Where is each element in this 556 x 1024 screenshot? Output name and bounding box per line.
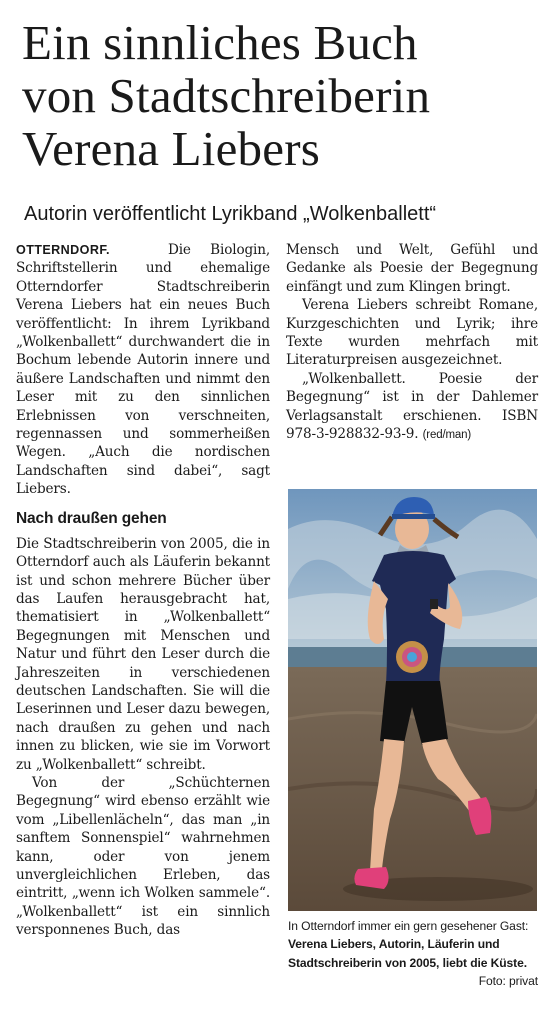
dateline: OTTERNDORF. bbox=[16, 243, 110, 257]
headline-line-3: Verena Liebers bbox=[22, 121, 320, 176]
photo-credit: Foto: privat bbox=[478, 973, 538, 988]
photo-caption bbox=[288, 917, 538, 990]
article-column-left bbox=[16, 241, 270, 940]
paragraph-1 bbox=[16, 241, 270, 499]
headline-line-2: von Stadtschreiberin bbox=[22, 68, 431, 123]
headline bbox=[22, 16, 542, 175]
runner-photo-illustration bbox=[288, 489, 537, 911]
caption-lead: In Otterndorf immer ein gern gesehener Gast: bbox=[288, 919, 529, 933]
section-heading: Nach draußen gehen bbox=[16, 509, 167, 527]
article-column-right bbox=[286, 241, 538, 444]
runner-photo bbox=[288, 489, 537, 911]
paragraph-2: Die Stadtschreiberin von 2005, die in Otterndorf auch als Läuferin bekannt ist und schon mehrere Bücher über das Laufen herausgebracht hat, thematisiert in „Wolkenballett“ Begegnungen mit Menschen und Natur und führt den Leser durch die Jahreszeiten in verschiedenen deutschen Landschaften. Sie will die Leserinnen und Leser dazu bewegen, nach draußen zu gehen und nach innen zu blicken, wie sie im Vorwort zu „Wolkenballett“ schreibt. bbox=[16, 535, 270, 773]
paragraph-3: Von der „Schüchternen Begegnung“ wird ebenso erzählt wie vom „Libellenlächeln“, das man „in sanftem Sonnenspiel“ wahrnehmen kann, oder von jenem unvergleichlichen Erleben, das eintritt, „wenn ich Wolken sammele“. „Wolkenballett“ ist ein sinnlich versponnenes Buch, das bbox=[16, 774, 270, 939]
headline-line-1: Ein sinnliches Buch bbox=[22, 15, 418, 70]
paragraph-6 bbox=[286, 370, 538, 445]
author-credit: (red/man) bbox=[422, 429, 472, 442]
caption-bold: Verena Liebers, Autorin, Läuferin und Stadtschreiberin von 2005, liebt die Küste. bbox=[288, 937, 527, 970]
paragraph-5: Verena Liebers schreibt Romane, Kurzgeschichten und Lyrik; ihre Texte wurden mehrfach mit Literaturpreisen ausgezeichnet. bbox=[286, 297, 538, 369]
subheadline: Autorin veröffentlicht Lyrikband „Wolkenballett“ bbox=[24, 203, 437, 225]
paragraph-4: Mensch und Welt, Gefühl und Gedanke als Poesie der Begegnung einfängt und zum Klingen bringt. bbox=[286, 242, 538, 295]
paragraph-6-text: „Wolkenballett. Poesie der Begegnung“ ist in der Dahlemer Verlagsanstalt erschienen. ISBN 978-3-928832-93-9. bbox=[286, 370, 538, 443]
paragraph-1-text: Die Biologin, Schriftstellerin und ehemalige Otterndorfer Stadtschreiberin Verena Liebers hat ein neues Buch veröffentlicht: In ihrem Lyrikband „Wolkenballett“ durchwandert die in Bochum lebende Autorin innere und äußere Landschaften und nimmt den Leser mit zu den sinnlichen Erlebnissen von verschneiten, regennassen und sommerheißen Wegen. „Auch die nordischen Landschaften sind dabei“, sagt Liebers. bbox=[16, 242, 270, 498]
